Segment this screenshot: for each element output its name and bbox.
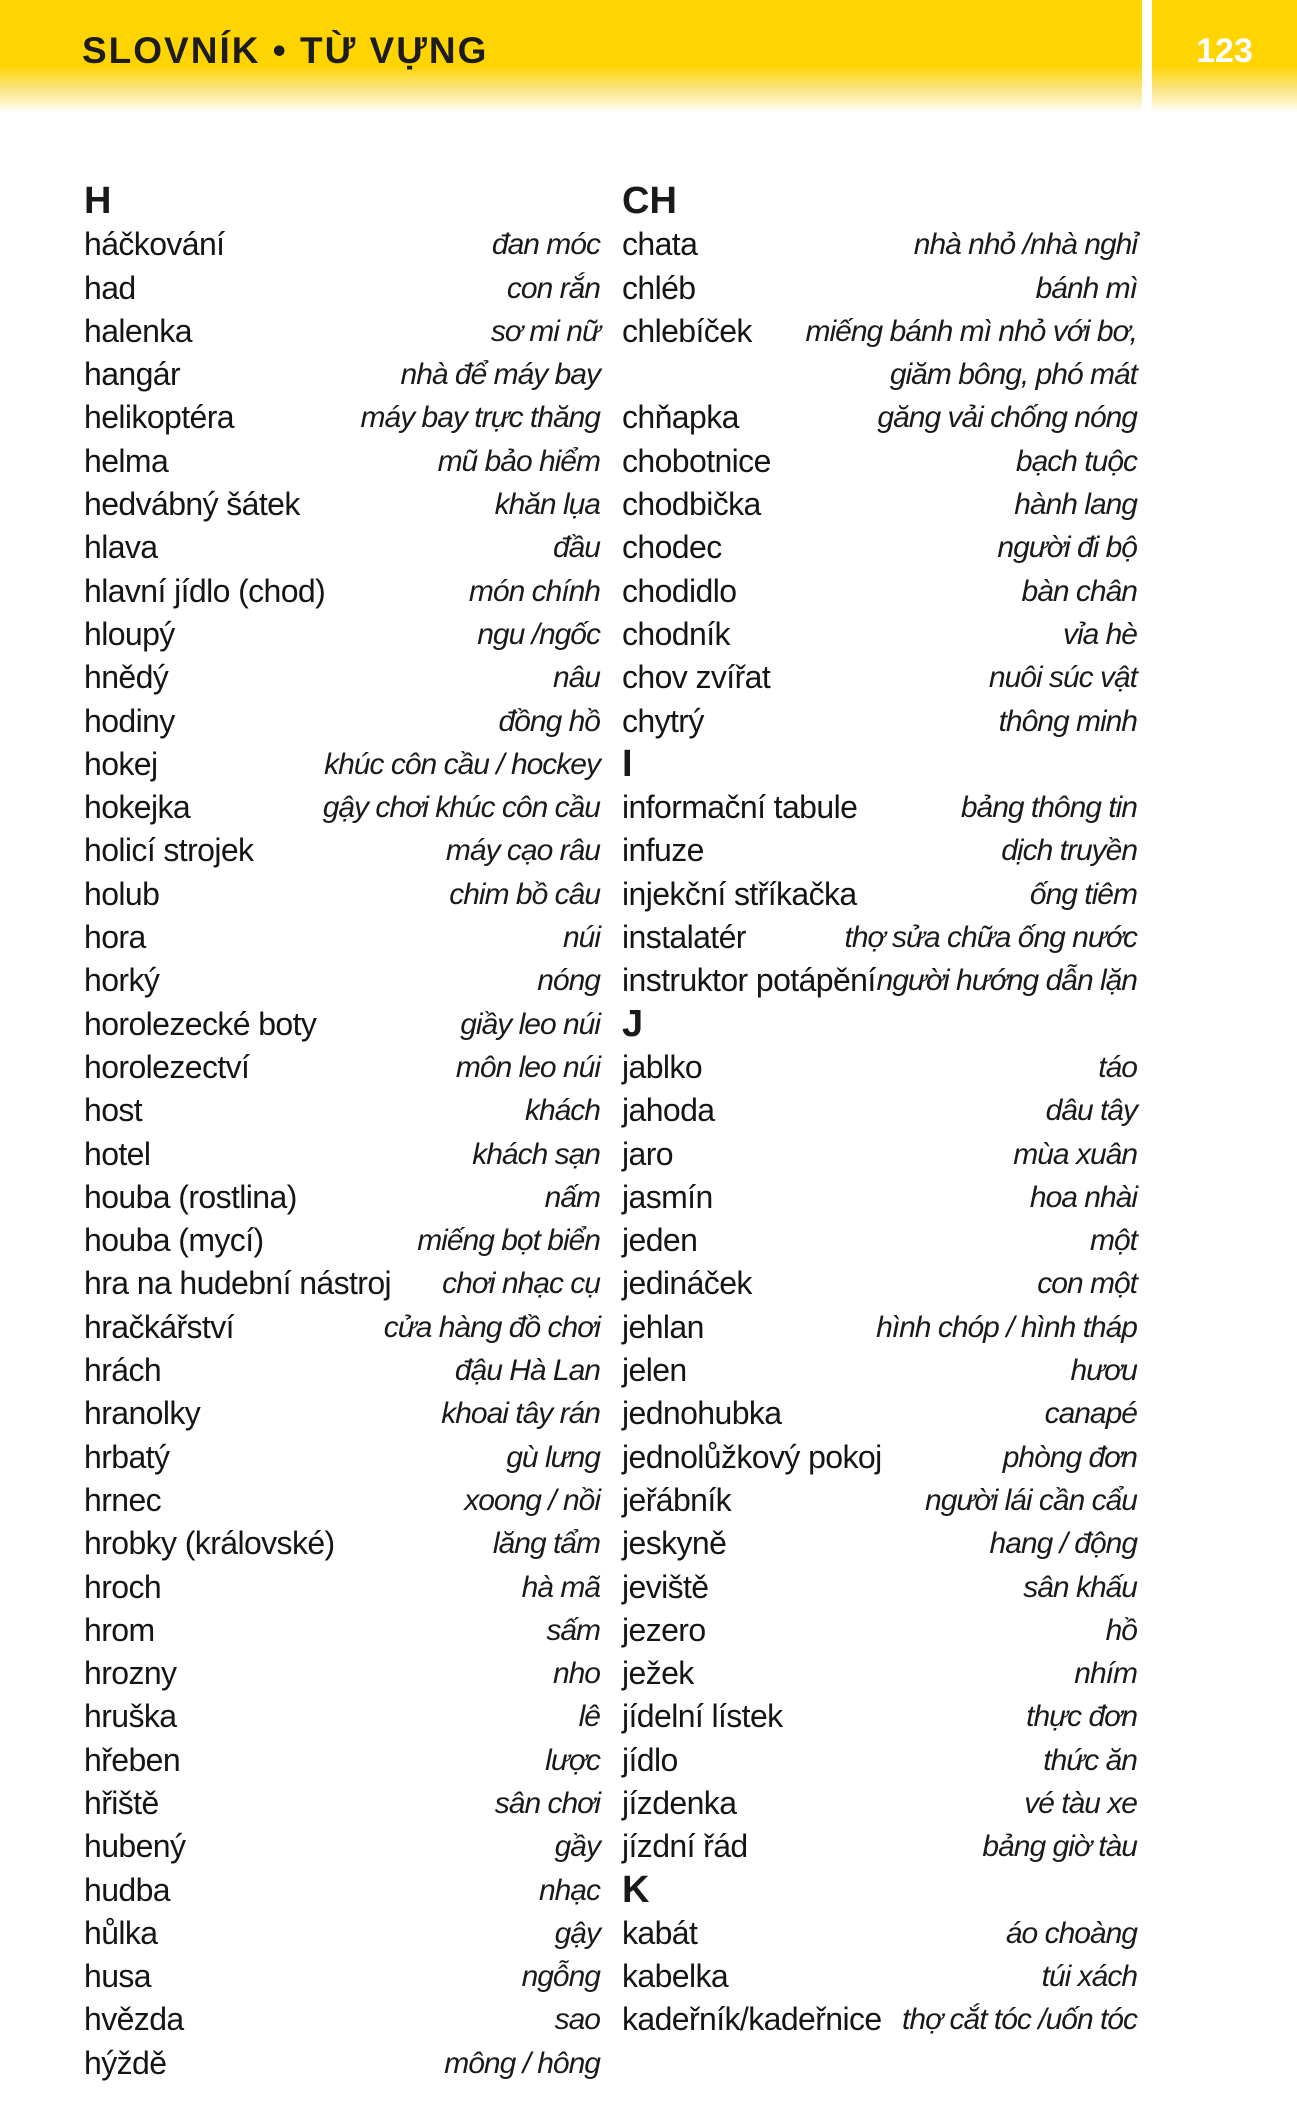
czech-term: hubený	[84, 1828, 186, 1865]
czech-term: hedvábný šátek	[84, 486, 300, 523]
czech-term: houba (rostlina)	[84, 1178, 297, 1215]
czech-term: hranolky	[84, 1395, 201, 1432]
dictionary-entry	[622, 873, 1137, 916]
vietnamese-translation: nhạc	[538, 1873, 600, 1907]
czech-term: jezero	[622, 1611, 706, 1648]
czech-term: chlebíček	[622, 312, 752, 349]
vietnamese-translation: một	[1089, 1224, 1137, 1258]
dictionary-entry	[622, 1046, 1137, 1089]
czech-term: jablko	[622, 1048, 703, 1085]
vietnamese-translation: áo choàng	[1005, 1916, 1137, 1950]
dictionary-entry	[84, 396, 600, 439]
letter-heading-text: H	[84, 180, 112, 222]
vietnamese-translation: bánh mì	[1035, 271, 1137, 305]
czech-term: chodník	[622, 615, 730, 652]
vietnamese-translation: nâu	[552, 661, 600, 695]
vietnamese-translation: hoa nhài	[1029, 1180, 1137, 1214]
vietnamese-translation: vỉa hè	[1062, 617, 1137, 651]
dictionary-entry	[622, 1825, 1137, 1868]
czech-term: hroch	[84, 1568, 162, 1605]
dictionary-entry	[84, 829, 600, 872]
dictionary-entry	[84, 1392, 600, 1435]
czech-term: hřeben	[84, 1741, 181, 1778]
vietnamese-translation: gù lưng	[506, 1440, 600, 1474]
czech-term: horolezecké boty	[84, 1005, 317, 1042]
czech-term: holicí strojek	[84, 832, 254, 869]
dictionary-entry	[84, 1349, 600, 1392]
dictionary-entry	[84, 1566, 600, 1609]
page-number: 123	[1196, 32, 1253, 70]
dictionary-entry	[622, 526, 1137, 569]
dictionary-entry	[622, 1349, 1137, 1392]
dictionary-entry	[622, 396, 1137, 439]
czech-term: jelen	[622, 1352, 687, 1389]
vietnamese-translation: thực đơn	[1026, 1700, 1137, 1734]
dictionary-entry	[622, 613, 1137, 656]
dictionary-entry	[84, 570, 600, 613]
czech-term: chňapka	[622, 399, 739, 436]
vietnamese-translation: khách	[524, 1094, 600, 1128]
vietnamese-translation: đầu	[552, 531, 600, 565]
czech-term: helma	[84, 442, 169, 479]
dictionary-entry	[84, 1782, 600, 1825]
vietnamese-translation: hà mã	[521, 1570, 600, 1604]
dictionary-entry	[84, 1089, 600, 1132]
dictionary-entry	[622, 1089, 1137, 1132]
dictionary-entry	[622, 656, 1137, 699]
vietnamese-translation: khúc côn cầu / hockey	[324, 747, 600, 781]
vietnamese-translation: gậy	[554, 1916, 600, 1950]
czech-term: hora	[84, 919, 146, 956]
czech-term: ježek	[622, 1655, 694, 1692]
vietnamese-translation: khoai tây rán	[441, 1397, 600, 1431]
czech-term: chobotnice	[622, 442, 771, 479]
dictionary-entry	[622, 959, 1137, 1002]
dictionary-entry	[622, 1219, 1137, 1262]
dictionary-entry	[84, 916, 600, 959]
czech-term: chytrý	[622, 702, 704, 739]
dictionary-entry	[84, 223, 600, 266]
vietnamese-translation: con một	[1037, 1267, 1137, 1301]
vietnamese-translation: bảng giờ tàu	[982, 1830, 1137, 1864]
header-divider	[1142, 0, 1152, 112]
vietnamese-translation: nuôi súc vật	[988, 661, 1137, 695]
vietnamese-translation: bảng thông tin	[960, 791, 1137, 825]
dictionary-column-left	[84, 180, 600, 2085]
czech-term: jídelní lístek	[622, 1698, 783, 1735]
vietnamese-translation: mông / hông	[444, 2046, 600, 2080]
czech-term: jahoda	[622, 1092, 715, 1129]
vietnamese-translation: món chính	[468, 574, 600, 608]
vietnamese-translation: đan móc	[491, 228, 600, 262]
vietnamese-translation: găng vải chống nóng	[877, 401, 1137, 435]
czech-term: hangár	[84, 356, 181, 393]
letter-heading	[622, 1869, 1137, 1912]
czech-term: hodiny	[84, 702, 175, 739]
dictionary-entry	[84, 656, 600, 699]
czech-term: kabelka	[622, 1958, 729, 1995]
czech-term: jednolůžkový pokoj	[622, 1438, 882, 1475]
czech-term: hračkářství	[84, 1308, 234, 1345]
dictionary-entry	[84, 440, 600, 483]
dictionary-entry	[84, 1176, 600, 1219]
vietnamese-translation: hành lang	[1014, 488, 1137, 522]
dictionary-entry	[622, 1609, 1137, 1652]
dictionary-entry	[84, 1998, 600, 2041]
vietnamese-translation: dâu tây	[1045, 1094, 1137, 1128]
vietnamese-translation: máy cạo râu	[445, 834, 600, 868]
vietnamese-translation: con rắn	[506, 271, 600, 305]
dictionary-entry	[622, 1955, 1137, 1998]
dictionary-entry	[622, 483, 1137, 526]
czech-term: chléb	[622, 269, 696, 306]
czech-term: chodec	[622, 529, 722, 566]
vietnamese-translation: khách sạn	[472, 1137, 600, 1171]
letter-heading-text: J	[622, 1002, 644, 1045]
dictionary-entry	[622, 1652, 1137, 1695]
letter-heading	[622, 180, 1137, 223]
vietnamese-translation: sấm	[546, 1613, 600, 1647]
page-title: SLOVNÍK • TỪ VỰNG	[82, 30, 489, 71]
czech-term: hrobky (královské)	[84, 1525, 335, 1562]
vietnamese-translation: ngu /ngốc	[477, 617, 600, 651]
czech-term: hýždě	[84, 2044, 167, 2081]
vietnamese-translation: người hướng dẫn lặn	[876, 964, 1137, 998]
vietnamese-translation: gầy	[554, 1830, 600, 1864]
dictionary-entry	[84, 1522, 600, 1565]
dictionary-entry	[622, 223, 1137, 266]
vietnamese-translation: lăng tẩm	[492, 1527, 600, 1561]
dictionary-entry	[84, 1825, 600, 1868]
czech-term: hrozny	[84, 1655, 177, 1692]
vietnamese-translation: đậu Hà Lan	[454, 1354, 600, 1388]
czech-term: halenka	[84, 312, 192, 349]
vietnamese-translation: sao	[554, 2003, 600, 2037]
czech-term: husa	[84, 1958, 151, 1995]
vietnamese-translation: nấm	[544, 1180, 600, 1214]
dictionary-entry	[84, 1479, 600, 1522]
dictionary-entry	[622, 1436, 1137, 1479]
czech-term: chata	[622, 226, 698, 263]
letter-heading-text: I	[622, 742, 633, 785]
dictionary-entry	[622, 570, 1137, 613]
vietnamese-translation: hình chóp / hình tháp	[876, 1310, 1137, 1344]
czech-term: hokej	[84, 745, 158, 782]
vietnamese-translation: vé tàu xe	[1024, 1786, 1137, 1820]
czech-term: hřiště	[84, 1784, 159, 1821]
vietnamese-translation: bàn chân	[1021, 574, 1137, 608]
dictionary-entry	[622, 829, 1137, 872]
dictionary-entry	[622, 1479, 1137, 1522]
dictionary-entry	[84, 1609, 600, 1652]
vietnamese-translation: nhím	[1074, 1657, 1137, 1691]
dictionary-entry	[84, 2042, 600, 2085]
dictionary-entry	[622, 1306, 1137, 1349]
vietnamese-translation: lê	[578, 1700, 600, 1734]
czech-term: hokejka	[84, 789, 191, 826]
dictionary-entry	[622, 1133, 1137, 1176]
dictionary-entry	[622, 1739, 1137, 1782]
dictionary-entry	[622, 353, 1137, 396]
dictionary-entry	[84, 483, 600, 526]
letter-heading-text: K	[622, 1868, 650, 1911]
dictionary-entry	[84, 1046, 600, 1089]
vietnamese-translation: thông minh	[998, 704, 1137, 738]
vietnamese-translation: máy bay trực thăng	[360, 401, 600, 435]
vietnamese-translation: nho	[552, 1657, 600, 1691]
czech-term: horký	[84, 962, 160, 999]
dictionary-entry	[84, 353, 600, 396]
czech-term: horolezectví	[84, 1048, 250, 1085]
dictionary-entry	[622, 916, 1137, 959]
czech-term: kabát	[622, 1914, 698, 1951]
dictionary-entry	[84, 1306, 600, 1349]
dictionary-entry	[84, 310, 600, 353]
czech-term: hrách	[84, 1352, 162, 1389]
dictionary-entry	[622, 440, 1137, 483]
vietnamese-translation: núi	[562, 921, 600, 955]
dictionary-entry	[84, 1869, 600, 1912]
vietnamese-translation: khăn lụa	[494, 488, 600, 522]
vietnamese-translation: miếng bánh mì nhỏ với bơ,	[805, 314, 1137, 348]
vietnamese-translation: người đi bộ	[997, 531, 1137, 565]
dictionary-entry	[84, 1652, 600, 1695]
dictionary-entry	[84, 1133, 600, 1176]
vietnamese-translation: canapé	[1044, 1397, 1137, 1431]
vietnamese-translation: lược	[545, 1743, 600, 1777]
czech-term: host	[84, 1092, 143, 1129]
dictionary-entry	[84, 1912, 600, 1955]
vietnamese-translation: túi xách	[1041, 1960, 1137, 1994]
czech-term: injekční stříkačka	[622, 875, 857, 912]
vietnamese-translation: hươu	[1070, 1354, 1137, 1388]
czech-term: hrnec	[84, 1481, 162, 1518]
vietnamese-translation: chim bồ câu	[449, 877, 600, 911]
vietnamese-translation: người lái cần cẩu	[925, 1483, 1137, 1517]
dictionary-entry	[84, 1003, 600, 1046]
czech-term: chodidlo	[622, 572, 737, 609]
letter-heading	[84, 180, 600, 223]
vietnamese-translation: sân khấu	[1023, 1570, 1137, 1604]
czech-term: hrom	[84, 1611, 155, 1648]
czech-term: jeskyně	[622, 1525, 727, 1562]
czech-term: jídlo	[622, 1741, 678, 1778]
dictionary-entry	[622, 1262, 1137, 1305]
vietnamese-translation: nhà để máy bay	[400, 358, 600, 392]
czech-term: hlava	[84, 529, 158, 566]
dictionary-entry	[622, 310, 1137, 353]
czech-term: jízdenka	[622, 1784, 737, 1821]
vietnamese-translation: phòng đơn	[1002, 1440, 1137, 1474]
czech-term: instruktor potápění	[622, 962, 876, 999]
dictionary-entry	[84, 1739, 600, 1782]
dictionary-entry	[622, 1695, 1137, 1738]
letter-heading	[622, 1003, 1137, 1046]
vietnamese-translation: bạch tuộc	[1015, 444, 1137, 478]
dictionary-entry	[622, 1176, 1137, 1219]
dictionary-entry	[84, 1219, 600, 1262]
czech-term: had	[84, 269, 136, 306]
vietnamese-translation: đồng hồ	[498, 704, 600, 738]
czech-term: jízdní řád	[622, 1828, 748, 1865]
vietnamese-translation: miếng bọt biển	[417, 1224, 600, 1258]
dictionary-entry	[84, 1955, 600, 1998]
dictionary-column-right	[622, 180, 1137, 2042]
czech-term: hotel	[84, 1135, 151, 1172]
dictionary-entry	[84, 786, 600, 829]
czech-term: jaro	[622, 1135, 673, 1172]
letter-heading	[622, 743, 1137, 786]
dictionary-entry	[622, 1782, 1137, 1825]
czech-term: hudba	[84, 1871, 170, 1908]
czech-term: jasmín	[622, 1178, 713, 1215]
czech-term: jehlan	[622, 1308, 704, 1345]
czech-term: kadeřník/kadeřnice	[622, 2001, 882, 2038]
czech-term: hloupý	[84, 615, 175, 652]
dictionary-entry	[84, 526, 600, 569]
vietnamese-translation: giầy leo núi	[460, 1007, 600, 1041]
dictionary-entry	[622, 267, 1137, 310]
czech-term: hruška	[84, 1698, 177, 1735]
dictionary-entry	[84, 1262, 600, 1305]
vietnamese-translation: mũ bảo hiểm	[437, 444, 600, 478]
vietnamese-translation: sân chơi	[494, 1786, 600, 1820]
dictionary-entry	[84, 959, 600, 1002]
dictionary-entry	[622, 1392, 1137, 1435]
czech-term: holub	[84, 875, 160, 912]
vietnamese-translation: cửa hàng đồ chơi	[383, 1310, 600, 1344]
czech-term: háčkování	[84, 226, 225, 263]
vietnamese-translation: chơi nhạc cụ	[442, 1267, 600, 1301]
vietnamese-translation: hồ	[1105, 1613, 1137, 1647]
czech-term: chov zvířat	[622, 659, 771, 696]
dictionary-entry	[622, 1566, 1137, 1609]
czech-term: hra na hudební nástroj	[84, 1265, 392, 1302]
vietnamese-translation: mùa xuân	[1013, 1137, 1137, 1171]
vietnamese-translation: ống tiêm	[1029, 877, 1137, 911]
czech-term: chodbička	[622, 486, 761, 523]
czech-term: jeden	[622, 1222, 698, 1259]
dictionary-entry	[84, 267, 600, 310]
dictionary-entry	[622, 1522, 1137, 1565]
vietnamese-translation: nóng	[537, 964, 600, 998]
dictionary-entry	[84, 613, 600, 656]
dictionary-entry	[622, 1998, 1137, 2041]
dictionary-entry	[84, 1695, 600, 1738]
dictionary-entry	[84, 700, 600, 743]
vietnamese-translation: thợ cắt tóc /uốn tóc	[902, 2003, 1137, 2037]
czech-term: hrbatý	[84, 1438, 170, 1475]
czech-term: hnědý	[84, 659, 169, 696]
czech-term: instalatér	[622, 919, 746, 956]
czech-term: jedináček	[622, 1265, 752, 1302]
vietnamese-translation: sơ mi nữ	[490, 314, 600, 348]
czech-term: jeviště	[622, 1568, 709, 1605]
czech-term: jeřábník	[622, 1481, 732, 1518]
czech-term: houba (mycí)	[84, 1222, 264, 1259]
czech-term: hvězda	[84, 2001, 184, 2038]
czech-term: informační tabule	[622, 789, 858, 826]
czech-term: infuze	[622, 832, 704, 869]
dictionary-entry	[84, 743, 600, 786]
vietnamese-translation: thức ăn	[1043, 1743, 1137, 1777]
letter-heading-text: CH	[622, 180, 677, 222]
czech-term: helikoptéra	[84, 399, 234, 436]
vietnamese-translation: môn leo núi	[455, 1050, 600, 1084]
vietnamese-translation: táo	[1098, 1050, 1137, 1084]
dictionary-entry	[84, 873, 600, 916]
dictionary-entry	[622, 700, 1137, 743]
dictionary-entry	[622, 786, 1137, 829]
vietnamese-translation: giăm bông, phó mát	[889, 358, 1137, 392]
vietnamese-translation: nhà nhỏ /nhà nghỉ	[913, 228, 1137, 262]
vietnamese-translation: gậy chơi khúc côn cầu	[322, 791, 600, 825]
vietnamese-translation: thợ sửa chữa ống nước	[844, 921, 1137, 955]
vietnamese-translation: dịch truyền	[1001, 834, 1137, 868]
dictionary-entry	[84, 1436, 600, 1479]
czech-term: hlavní jídlo (chod)	[84, 572, 326, 609]
vietnamese-translation: ngỗng	[521, 1960, 600, 1994]
czech-term: jednohubka	[622, 1395, 782, 1432]
vietnamese-translation: hang / động	[989, 1527, 1137, 1561]
dictionary-entry	[622, 1912, 1137, 1955]
czech-term: hůlka	[84, 1914, 158, 1951]
vietnamese-translation: xoong / nồi	[464, 1483, 600, 1517]
